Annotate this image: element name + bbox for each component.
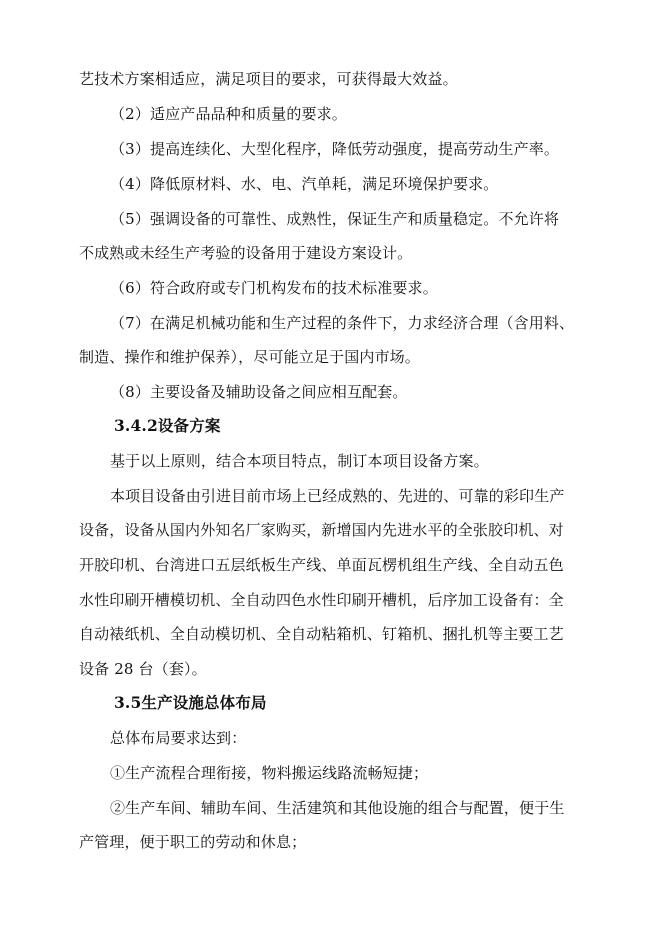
text-line: 艺技术方案相适应，满足项目的要求，可获得最大效益。 — [79, 70, 458, 88]
text-line: 产管理，便于职工的劳动和休息； — [79, 833, 307, 851]
list-item-circled-2: ②生产车间、辅助车间、生活建筑和其他设施的组合与配置，便于生 — [110, 799, 565, 817]
list-item-circled-1: ①生产流程合理衔接，物料搬运线路流畅短捷； — [110, 764, 429, 782]
list-item-8: （8）主要设备及辅助设备之间应相互配套。 — [110, 383, 408, 401]
list-item-5: （5）强调设备的可靠性、成熟性，保证生产和质量稳定。不允许将 — [110, 210, 560, 228]
list-item-4: （4）降低原材料、水、电、汽单耗，满足环境保护要求。 — [110, 175, 499, 193]
section-heading-3-5: 3.5生产设施总体布局 — [114, 693, 267, 712]
text-line: 制造、操作和维护保养），尽可能立足于国内市场。 — [79, 348, 420, 366]
list-item-7: （7）在满足机械功能和生产过程的条件下，力求经济合理（含用料、 — [110, 314, 575, 332]
section-heading-3-4-2: 3.4.2设备方案 — [114, 416, 221, 435]
text-line: 设备，设备从国内外知名厂家购买，新增国内先进水平的全张胶印机、对 — [79, 521, 564, 539]
paragraph-start: 本项目设备由引进目前市场上已经成熟的、先进的、可靠的彩印生产 — [110, 487, 565, 505]
text-line: 水性印刷开槽模切机、全自动四色水性印刷开槽机，后序加工设备有：全 — [79, 591, 564, 609]
text-line: 设备 28 台（套）。 — [79, 660, 207, 678]
text-line: 开胶印机、台湾进口五层纸板生产线、单面瓦楞机组生产线、全自动五色 — [79, 556, 564, 574]
text-line: 自动裱纸机、全自动模切机、全自动粘箱机、钉箱机、捆扎机等主要工艺 — [79, 625, 564, 643]
list-item-3: （3）提高连续化、大型化程序，降低劳动强度，提高劳动生产率。 — [110, 140, 560, 158]
list-item-6: （6）符合政府或专门机构发布的技术标准要求。 — [110, 279, 438, 297]
paragraph-start: 总体布局要求达到： — [110, 729, 247, 747]
text-line: 不成熟或未经生产考验的设备用于建设方案设计。 — [79, 244, 413, 262]
list-item-2: （2）适应产品品种和质量的要求。 — [110, 105, 347, 123]
paragraph-start: 基于以上原则，结合本项目特点，制订本项目设备方案。 — [110, 452, 489, 470]
